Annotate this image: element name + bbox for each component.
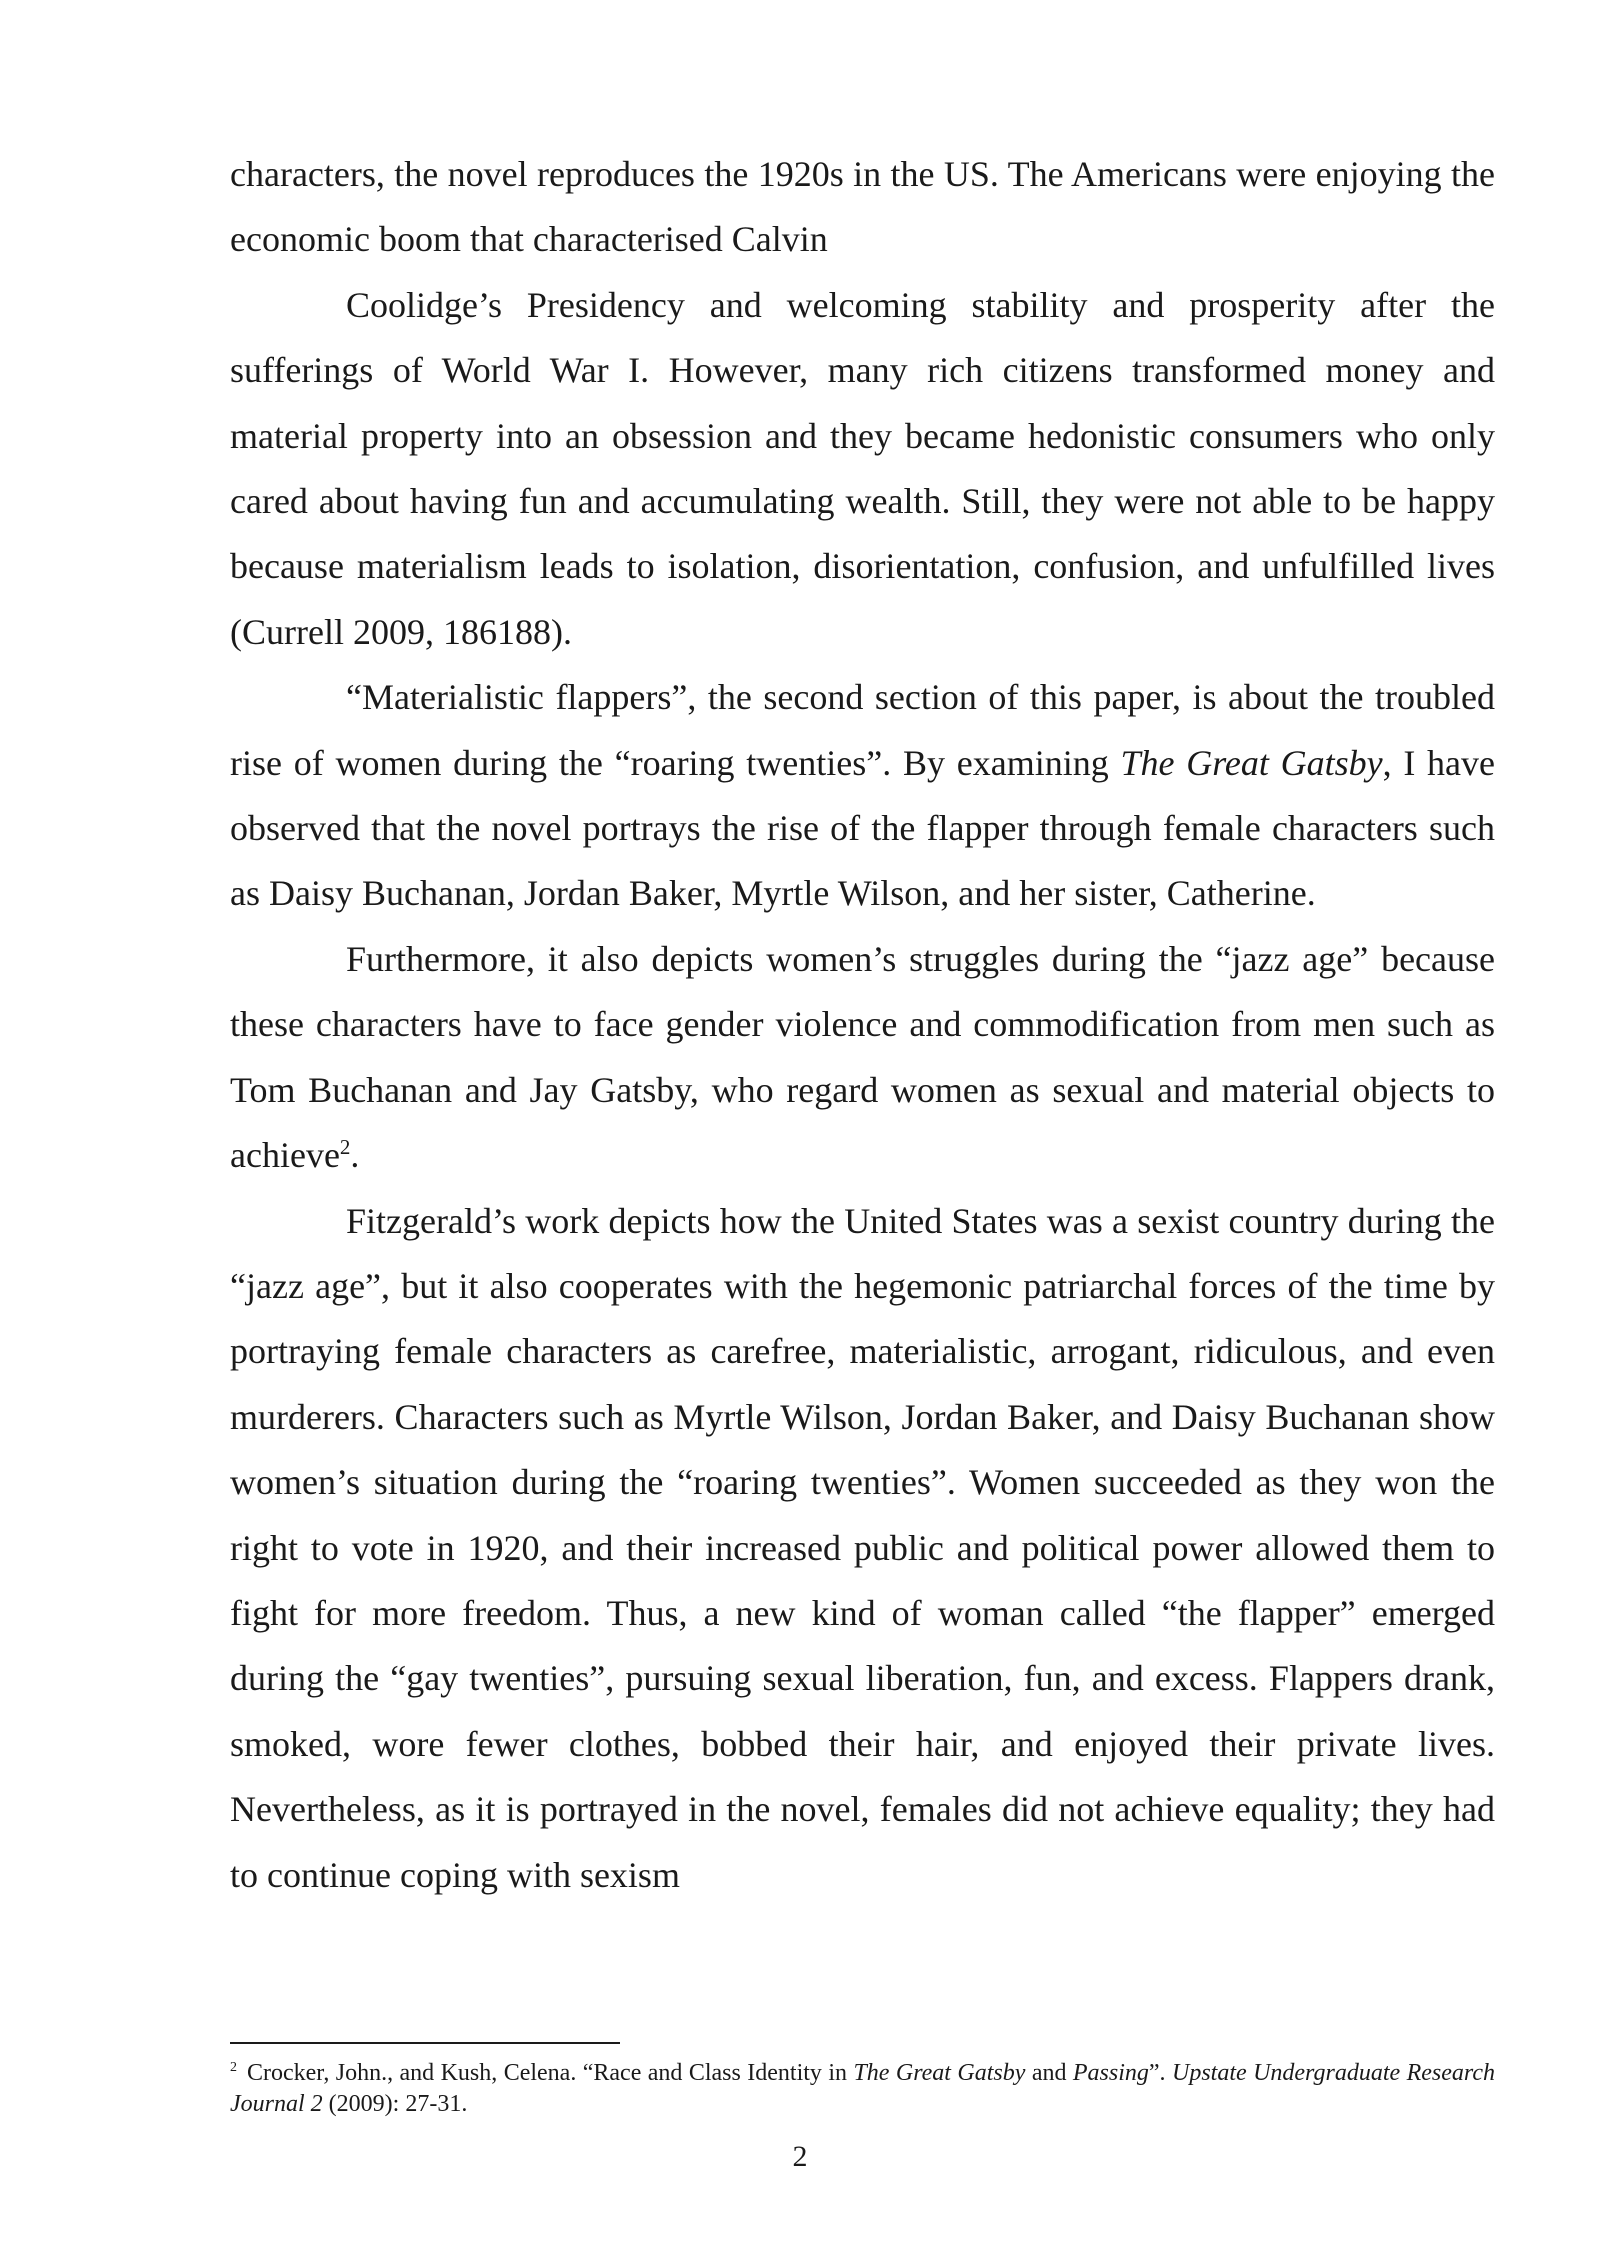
footnote-title-2: Passing bbox=[1072, 2060, 1149, 2086]
footnote-text-b: and bbox=[1025, 2060, 1073, 2086]
paragraph-4-text: Furthermore, it also depicts women’s struggles during the “jazz age” because these characters have to face gender violence and commodification from men such as Tom Buchanan and Jay Gatsby, who regard women as sexual and material objects to achieve bbox=[230, 938, 1495, 1176]
paragraph-1: characters, the novel reproduces the 1920s in the US. The Americans were enjoying the economic boom that characterised Calvin bbox=[230, 154, 1495, 260]
footnote-number: 2 bbox=[230, 2060, 237, 2075]
book-title-italic: The Great Gatsby bbox=[1120, 742, 1383, 783]
paragraph-2: Coolidge’s Presidency and welcoming stability and prosperity after the sufferings of World War I. However, many rich citizens transformed money and material property into an obsession and they became hedonistic consumers who only cared about having fun and accumulating wealth. Still, they were not able to be happy because materialism leads to isolation, disorientation, confusion, and unfulfilled lives (Currell 2009, 186188). bbox=[230, 284, 1495, 652]
footnote-text-c: ”. bbox=[1148, 2060, 1172, 2086]
paragraph-3-text-b: , I have observed that the novel portrays the rise of the flapper through female characters such as Daisy Buchanan, Jordan Baker, Myrtle Wilson, and her sister, Catherine. bbox=[230, 742, 1496, 914]
footnote bbox=[230, 2058, 1495, 2120]
paragraph-4-end: . bbox=[350, 1135, 360, 1176]
footnote-separator bbox=[230, 2042, 620, 2044]
paragraph-4 bbox=[230, 927, 1495, 1189]
footnote-text-a: Crocker, John., and Kush, Celena. “Race and Class Identity in bbox=[247, 2060, 854, 2086]
paragraph-5: Fitzgerald’s work depicts how the United States was a sexist country during the “jazz age”, but it also cooperates with the hegemonic patriarchal forces of the time by portraying female characters as carefree, materialistic, arrogant, ridiculous, and even murderers. Characters such as Myrtle Wilson, Jordan Baker, and Daisy Buchanan show women’s situation during the “roaring twenties”. Women succeeded as they won the right to vote in 1920, and their increased public and political power allowed them to fight for more freedom. Thus, a new kind of woman called “the flapper” emerged during the “gay twenties”, pursuing sexual liberation, fun, and excess. Flappers drank, smoked, wore fewer clothes, bobbed their hair, and enjoyed their private lives. Nevertheless, as it is portrayed in the novel, females did not achieve equality; they had to continue coping with sexism bbox=[230, 1200, 1495, 1895]
body-text bbox=[230, 142, 1495, 1908]
footnote-text-d: (2009): 27-31. bbox=[322, 2091, 468, 2117]
page-number: 2 bbox=[792, 2140, 808, 2173]
footnote-reference[interactable]: 2 bbox=[339, 1135, 351, 1160]
paragraph-3-text-a: “Materialistic flappers”, the second section of this paper, is about the troubled rise of women during the “roaring twenties”. By examining bbox=[230, 677, 1495, 783]
paragraph-3 bbox=[230, 665, 1495, 927]
footnote-journal: Upstate Undergraduate Research Journal 2 bbox=[230, 2060, 1495, 2117]
footnote-title-1: The Great Gatsby bbox=[853, 2060, 1026, 2086]
